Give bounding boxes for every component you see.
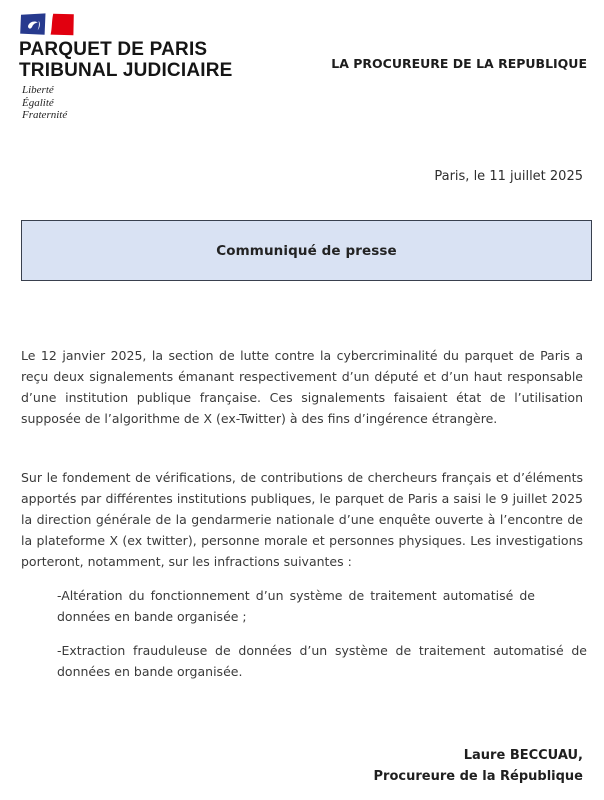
list-item-2: -Extraction frauduleuse de données d’un système de traitement automatisé de données en bande organisée. bbox=[57, 643, 587, 679]
press-release-banner bbox=[21, 220, 592, 281]
list-item-1: -Altération du fonctionnement d’un système de traitement automatisé de données en bande organisée ; bbox=[57, 588, 535, 624]
motto-liberte: Liberté bbox=[22, 84, 54, 96]
paragraph-1: Le 12 janvier 2025, la section de lutte contre la cybercriminalité du parquet de Paris a reçu deux signalements émanant respectivement d’un député et d’un haut responsable d’une institution publique française. Ces signalements faisaient état de l’utilisation supposée de l’algorithme de X (ex-Twitter) à des fins d’ingérence étrangère. bbox=[21, 348, 583, 426]
issuer-title: LA PROCUREURE DE LA REPUBLIQUE bbox=[331, 56, 587, 71]
motto-fraternite: Fraternité bbox=[22, 109, 68, 121]
republic-motto bbox=[22, 84, 67, 122]
paragraph-2: Sur le fondement de vérifications, de contributions de chercheurs français et d’éléments apportés par différentes institutions publiques, le parquet de Paris a saisi le 9 juillet 2025 la direction générale de la gendarmerie nationale d’une enquête ouverte à l’encontre de la plateforme X (ex twitter), personne morale et personnes physiques. Les investigations porteront, notamment, sur les infractions suivantes : bbox=[21, 470, 583, 569]
org-name-line1: PARQUET DE PARIS bbox=[19, 39, 208, 60]
dateline: Paris, le 11 juillet 2025 bbox=[434, 169, 583, 184]
french-republic-flag-icon bbox=[20, 13, 74, 36]
signature-name: Laure BECCUAU, bbox=[463, 748, 583, 763]
signature-title: Procureure de la République bbox=[373, 769, 583, 784]
org-name-line2: TRIBUNAL JUDICIAIRE bbox=[19, 60, 233, 81]
banner-title: Communiqué de presse bbox=[216, 242, 397, 259]
motto-egalite: Égalité bbox=[22, 96, 54, 109]
